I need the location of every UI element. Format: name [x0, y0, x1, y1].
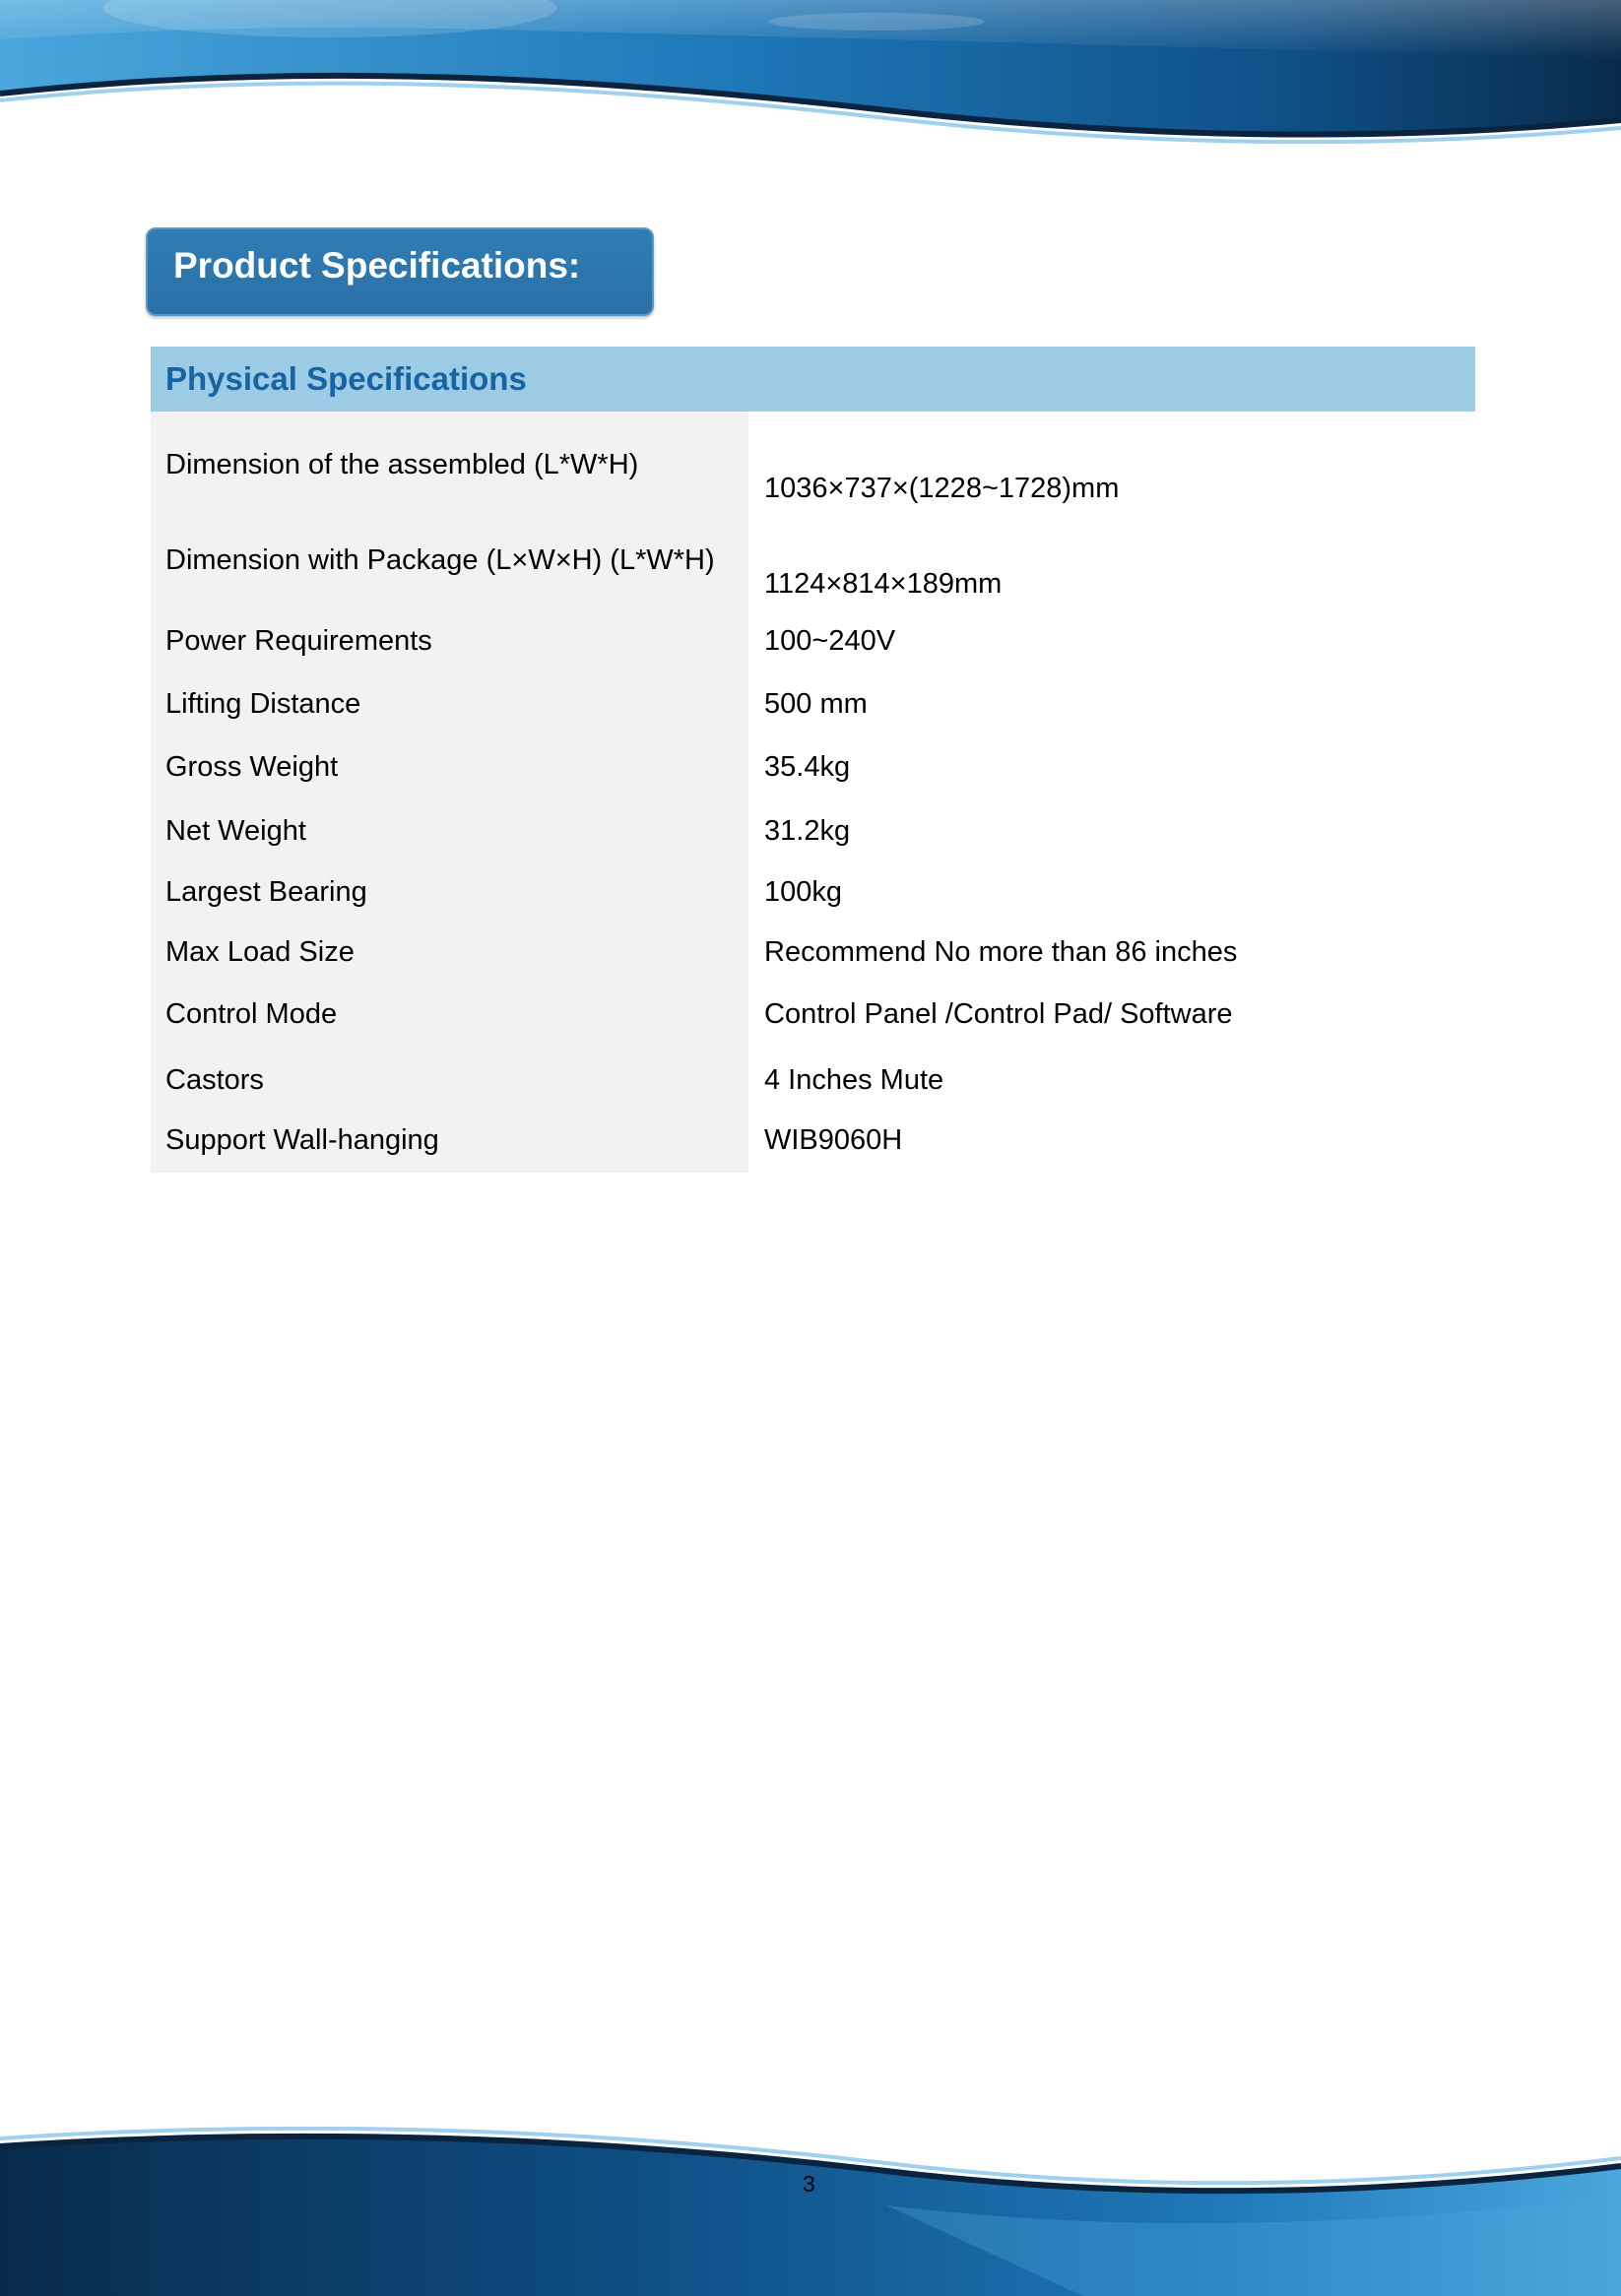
row-value: 100~240V — [764, 625, 896, 657]
row-label: Support Wall-hanging — [165, 1124, 439, 1156]
row-value: 500 mm — [764, 688, 868, 720]
table-header-title: Physical Specifications — [165, 360, 527, 397]
footer-wave-banner — [0, 2127, 1621, 2296]
row-value: 35.4kg — [764, 751, 851, 783]
row-label: Control Mode — [165, 998, 338, 1030]
row-label: Lifting Distance — [165, 688, 361, 720]
row-value: WIB9060H — [764, 1124, 903, 1156]
row-label: Max Load Size — [165, 936, 355, 968]
label-column — [151, 412, 748, 1173]
section-title-box — [146, 227, 654, 316]
section-title: Product Specifications: — [173, 245, 581, 286]
row-value: 1036×737×(1228~1728)mm — [764, 473, 1120, 504]
header-wave-banner — [0, 0, 1621, 148]
row-label: Largest Bearing — [165, 876, 367, 908]
row-value: Control Panel /Control Pad/ Software — [764, 998, 1233, 1030]
row-label: Net Weight — [165, 815, 306, 847]
row-value: 4 Inches Mute — [764, 1064, 944, 1096]
table-header — [151, 347, 1475, 412]
row-value: 1124×814×189mm — [764, 568, 1003, 600]
row-value: Recommend No more than 86 inches — [764, 936, 1238, 968]
row-label: Power Requirements — [165, 625, 432, 657]
row-label: Castors — [165, 1064, 264, 1096]
row-value: 100kg — [764, 876, 843, 908]
page-number: 3 — [803, 2171, 815, 2197]
spec-table — [151, 347, 1475, 1173]
row-label: Dimension of the assembled (L*W*H) — [165, 449, 639, 480]
row-label: Gross Weight — [165, 751, 339, 783]
row-value: 31.2kg — [764, 815, 851, 847]
row-label: Dimension with Package (L×W×H) (L*W*H) — [165, 544, 715, 576]
table-body — [151, 412, 1475, 1173]
